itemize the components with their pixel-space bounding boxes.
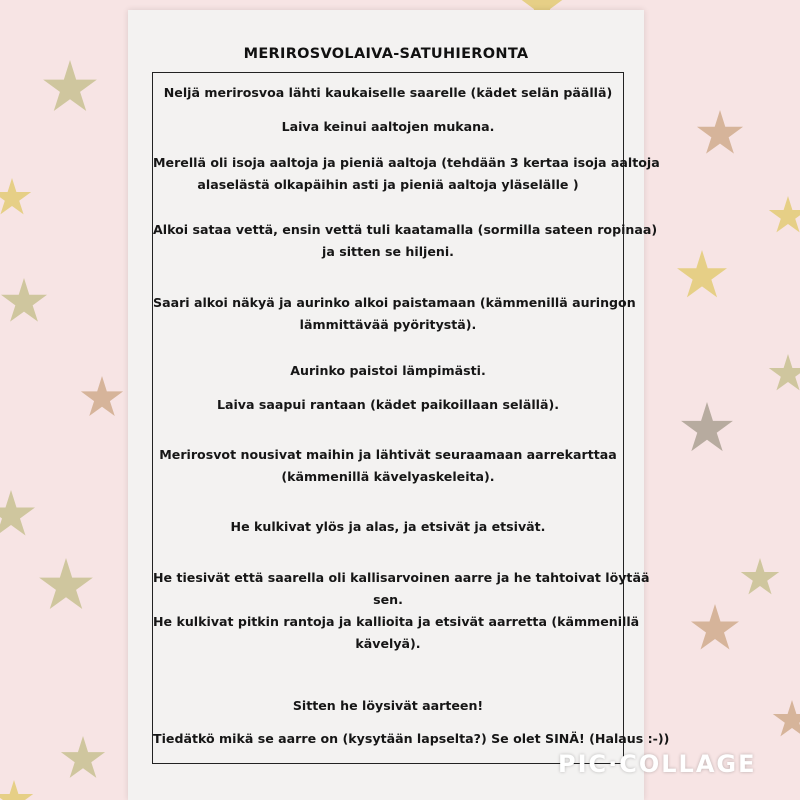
story-line: Merirosvot nousivat maihin ja lähtivät seuraamaan aarrekarttaa: [159, 447, 617, 462]
story-line: Sitten he löysivät aarteen!: [292, 698, 484, 713]
star-decoration: [80, 376, 124, 420]
story-line: Saari alkoi näkyä ja aurinko alkoi paistamaan (kämmenillä auringon: [153, 295, 636, 310]
star-decoration: [740, 558, 780, 598]
star-decoration: [0, 490, 36, 540]
story-line: He tiesivät että saarella oli kallisarvoinen aarre ja he tahtoivat löytää: [153, 570, 650, 585]
story-line: sen.: [373, 592, 403, 607]
story-line: alaselästä olkapäihin asti ja pieniä aaltoja yläselälle ): [197, 177, 579, 192]
story-box: [152, 72, 670, 764]
star-decoration: [0, 278, 48, 326]
star-decoration: [0, 178, 32, 218]
story-line: Neljä merirosvoa lähti kaukaiselle saarelle (kädet selän päällä): [163, 85, 613, 100]
story-line: Laiva saapui rantaan (kädet paikoillaan selällä).: [216, 397, 560, 412]
pic-collage-watermark: PIC·COLLAGE: [558, 750, 757, 778]
story-line: He kulkivat ylös ja alas, ja etsivät ja etsivät.: [230, 519, 546, 534]
star-decoration: [768, 354, 800, 394]
story-line: Alkoi sataa vettä, ensin vettä tuli kaatamalla (sormilla sateen ropinaa): [153, 222, 658, 237]
star-decoration: [42, 60, 98, 116]
story-line: (kämmenillä kävelyaskeleita).: [281, 469, 495, 484]
story-line: He kulkivat pitkin rantoja ja kallioita ja etsivät aarretta (kämmenillä: [153, 614, 640, 629]
star-decoration: [772, 700, 800, 740]
star-decoration: [690, 604, 740, 654]
star-decoration: [680, 402, 734, 456]
story-line: Laiva keinui aaltojen mukana.: [281, 119, 495, 134]
star-decoration: [676, 250, 728, 302]
star-decoration: [38, 558, 94, 614]
story-line: lämmittävää pyöritystä).: [299, 317, 477, 332]
story-line: Merellä oli isoja aaltoja ja pieniä aaltoja (tehdään 3 kertaa isoja aaltoja: [153, 155, 660, 170]
star-decoration: [60, 736, 106, 782]
star-decoration: [0, 780, 34, 800]
story-line: Tiedätkö mikä se aarre on (kysytään lapselta?) Se olet SINÄ! (Halaus :-)): [153, 731, 670, 746]
star-decoration: [768, 196, 800, 236]
star-decoration: [696, 110, 744, 158]
document-title: MERIROSVOLAIVA-SATUHIERONTA: [243, 46, 529, 62]
story-line: kävelyä).: [355, 636, 421, 651]
story-line: ja sitten se hiljeni.: [322, 244, 454, 259]
story-line: Aurinko paistoi lämpimästi.: [290, 363, 486, 378]
